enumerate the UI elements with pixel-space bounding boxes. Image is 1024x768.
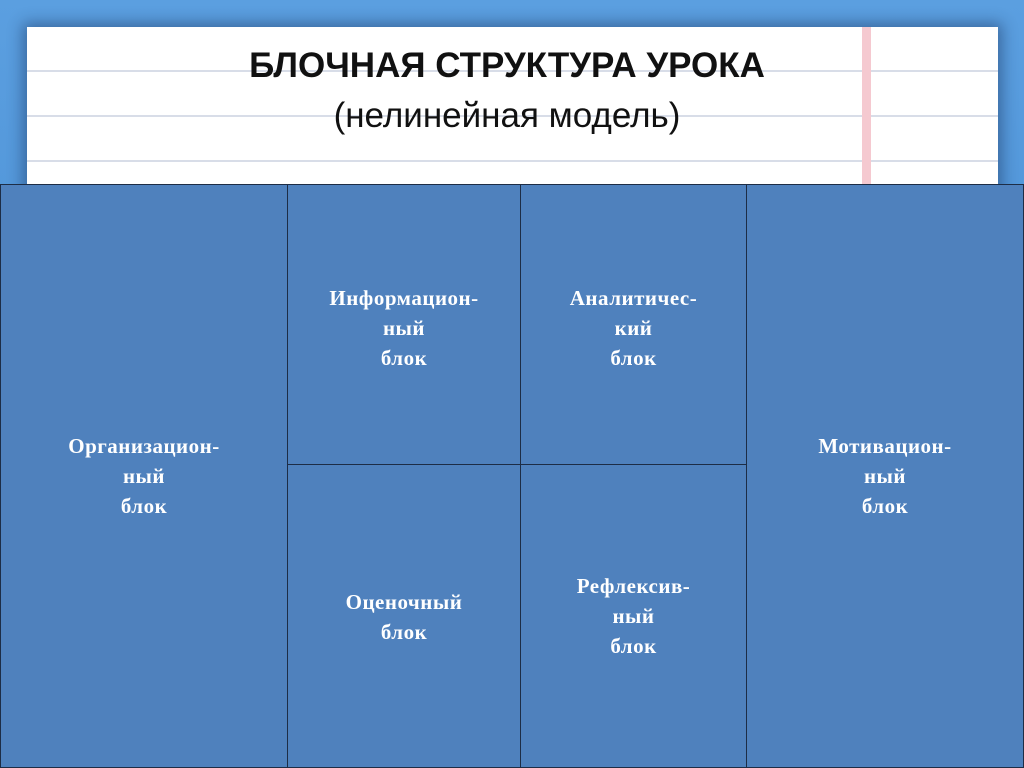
block-evaluative	[287, 464, 521, 768]
block-motivational-label: Мотивацион- ный блок	[818, 434, 952, 518]
block-analytical	[520, 184, 747, 465]
block-organizational-label: Организацион- ный блок	[68, 434, 220, 518]
slide-title	[27, 41, 987, 141]
block-informational	[287, 184, 521, 465]
block-reflexive-label: Рефлексив- ный блок	[576, 574, 691, 658]
block-informational-label: Информацион- ный блок	[329, 286, 479, 370]
title-main: БЛОЧНАЯ СТРУКТУРА УРОКА	[249, 46, 765, 85]
title-panel	[27, 27, 998, 207]
block-organizational	[0, 184, 288, 768]
block-structure-grid	[0, 184, 1024, 768]
block-reflexive	[520, 464, 747, 768]
block-motivational	[746, 184, 1024, 768]
block-analytical-label: Аналитичес- кий блок	[569, 286, 698, 370]
title-subtitle: (нелинейная модель)	[333, 96, 681, 135]
block-evaluative-label: Оценочный блок	[345, 590, 463, 644]
